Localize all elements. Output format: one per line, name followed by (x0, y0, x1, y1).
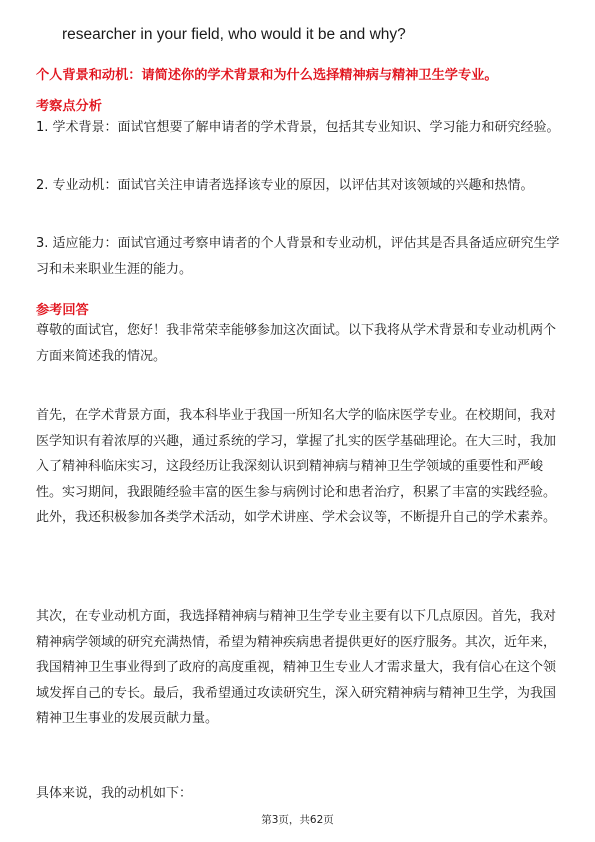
analysis-heading: 考察点分析 (36, 99, 102, 114)
answer-paragraph: 尊敬的面试官，您好！我非常荣幸能够参加这次面试。以下我将从学术背景和专业动机两个方面来简述我的情况。 (36, 323, 557, 364)
continued-question-line: researcher in your field, who would it be and why? (62, 26, 406, 43)
answer-paragraph: 首先，在学术背景方面，我本科毕业于我国一所知名大学的临床医学专业。在校期间，我对医学知识有着浓厚的兴趣，通过系统的学习，掌握了扎实的医学基础理论。在大三时，我加入了精神科临床实习，这段经历让我深刻认识到精神病与精神卫生学领域的重要性和严峻性。实习期间，我跟随经验丰富的医生参与病例讨论和患者治疗，积累了丰富的实践经验。此外，我还积极参加各类学术活动，如学术讲座、学术会议等，不断提升自己的学术素养。 (36, 408, 557, 525)
question-title: 个人背景和动机：请简述你的学术背景和为什么选择精神病与精神卫生学专业。 (36, 68, 498, 83)
answer-paragraph: 具体来说，我的动机如下： (36, 786, 193, 801)
analysis-point: 1. 学术背景：面试官想要了解申请者的学术背景，包括其专业知识、学习能力和研究经验。 (36, 120, 560, 135)
analysis-point: 3. 适应能力：面试官通过考察申请者的个人背景和专业动机，评估其是否具备适应研究生学习和未来职业生涯的能力。 (36, 236, 560, 277)
page-footer: 第3页，共62页 (261, 814, 334, 826)
analysis-point: 2. 专业动机：面试官关注申请者选择该专业的原因，以评估其对该领域的兴趣和热情。 (36, 178, 534, 193)
answer-paragraph: 其次，在专业动机方面，我选择精神病与精神卫生学专业主要有以下几点原因。首先，我对精神病学领域的研究充满热情，希望为精神疾病患者提供更好的医疗服务。其次，近年来，我国精神卫生事业得到了政府的高度重视，精神卫生专业人才需求量大，我有信心在这个领域发挥自己的专长。最后，我希望通过攻读研究生，深入研究精神病与精神卫生学，为我国精神卫生事业的发展贡献力量。 (36, 609, 557, 726)
answer-heading: 参考回答 (36, 303, 89, 318)
